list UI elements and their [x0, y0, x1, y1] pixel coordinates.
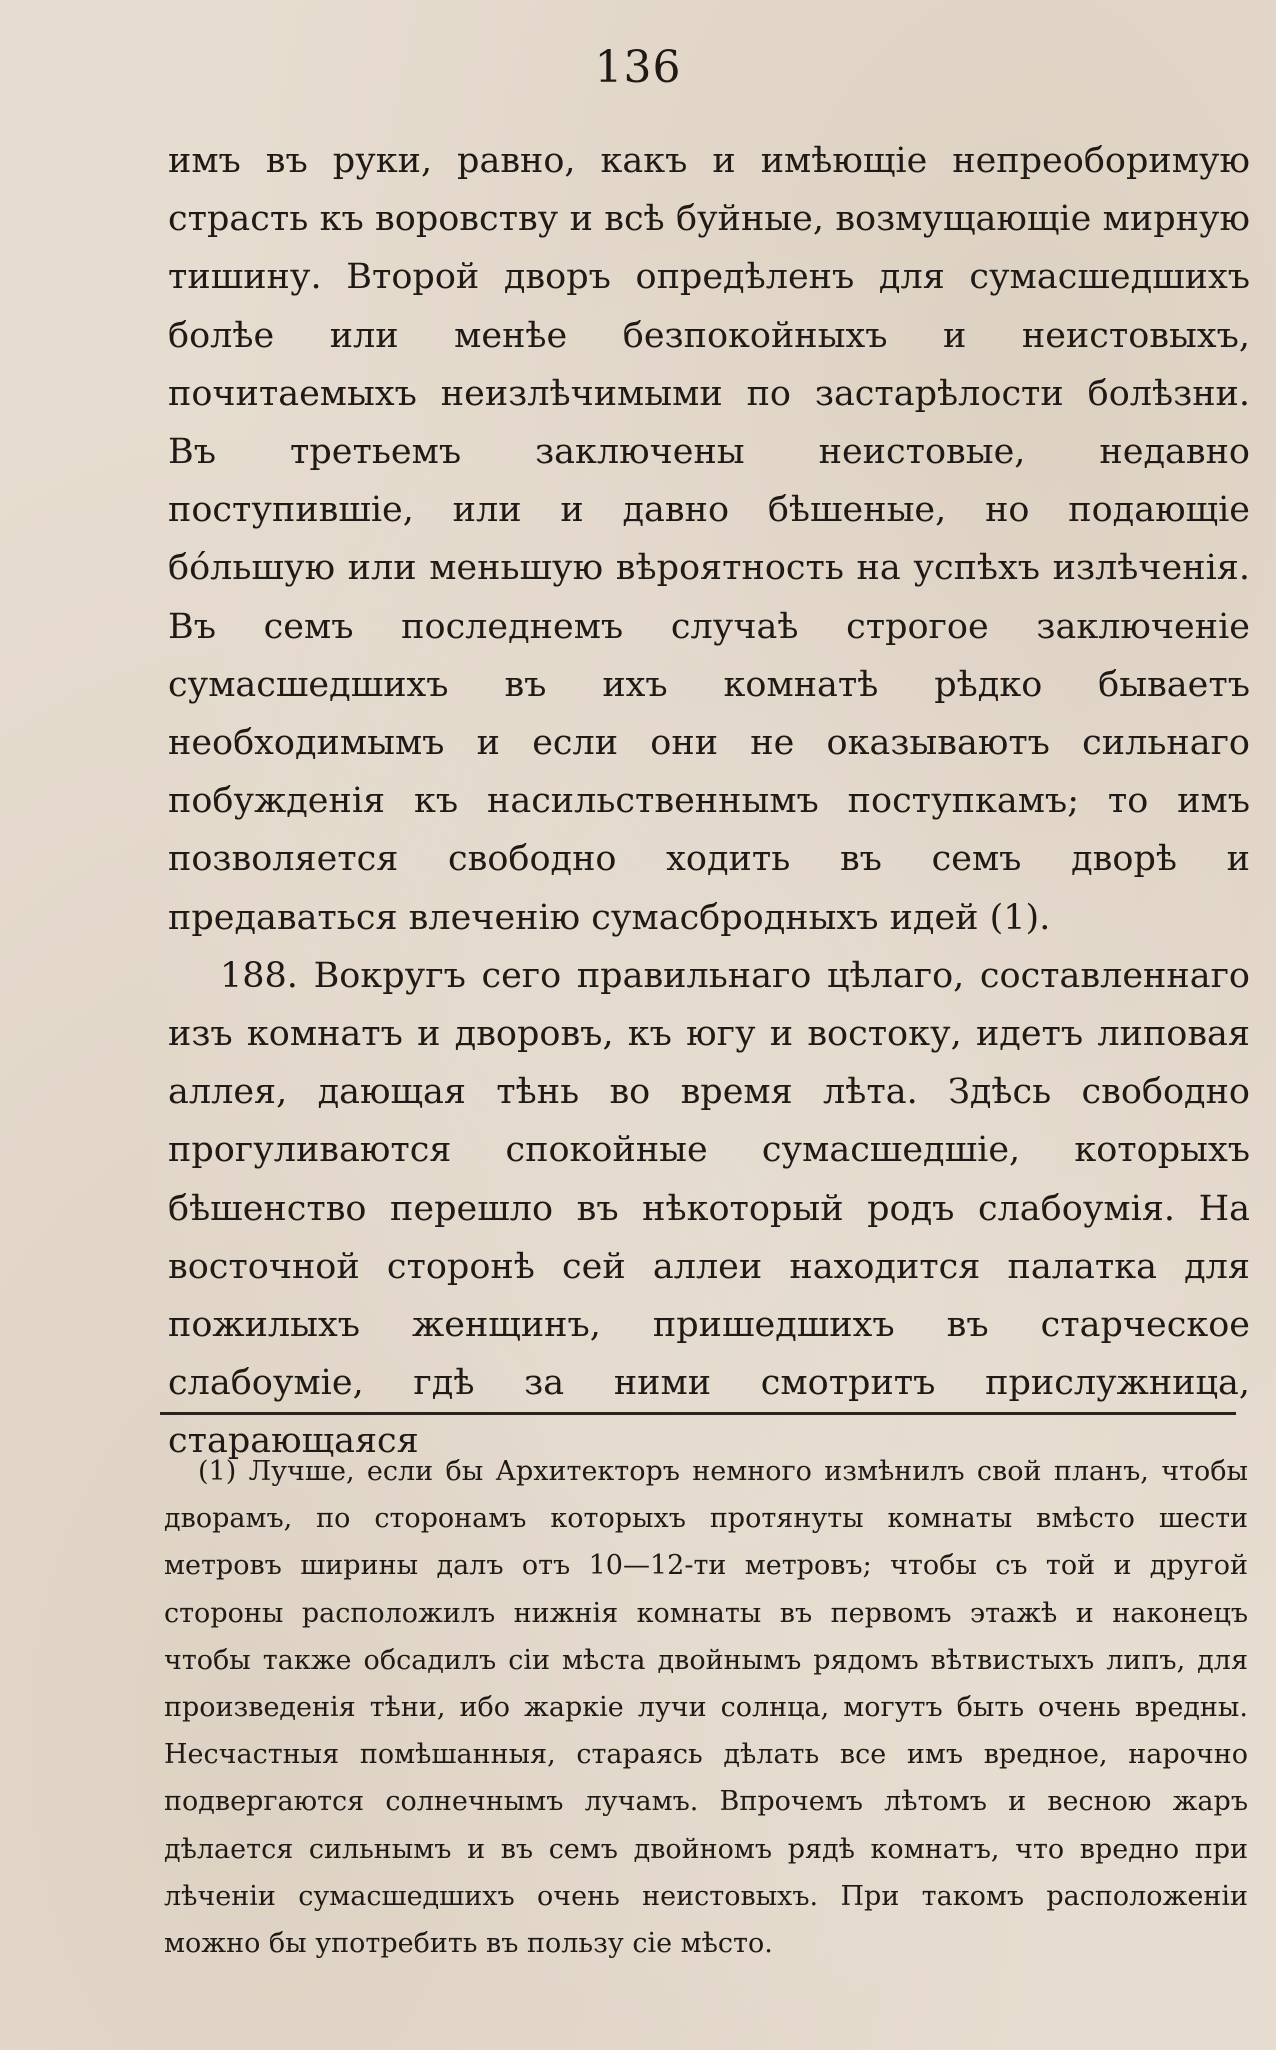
- page-number: 136: [594, 42, 682, 93]
- footnote: [164, 1448, 1248, 1967]
- paragraph: 188. Вокругъ сего правильнаго цѣлаго, составленнаго изъ комнатъ и дворовъ, къ югу и востоку, идетъ липовая аллея, дающая тѣнь во время лѣта. Здѣсь свободно прогуливаются спокойные сумасшедшіе, которыхъ бѣшенство перешло въ нѣкоторый родъ слабоумія. На восточной сторонѣ сей аллеи находится палатка для пожилыхъ женщинъ, пришедшихъ въ старческое слабоуміе, гдѣ за ними смотритъ прислужница, старающаяся: [168, 955, 1250, 1462]
- footnote-divider: [160, 1412, 1236, 1415]
- footnote-text: (1) Лучше, если бы Архитекторъ немного измѣнилъ свой планъ, чтобы дворамъ, по сторонамъ которыхъ протянуты комнаты вмѣсто шести метровъ ширины далъ отъ 10—12-ти метровъ; чтобы съ той и другой стороны расположилъ нижнія комнаты въ первомъ этажѣ и наконецъ чтобы также обсадилъ сіи мѣста двойнымъ рядомъ вѣтвистыхъ липъ, для произведенія тѣни, ибо жаркіе лучи солнца, могутъ быть очень вредны. Несчастныя помѣшанныя, стараясь дѣлать все имъ вредное, нарочно подвергаются солнечнымъ лучамъ. Впрочемъ лѣтомъ и весною жаръ дѣлается сильнымъ и въ семъ двойномъ рядѣ комнатъ, что вредно при лѣченіи сумасшедшихъ очень неистовыхъ. При такомъ расположеніи можно бы употребить въ пользу сіе мѣсто.: [164, 1456, 1248, 1960]
- main-text: [168, 132, 1250, 1471]
- paragraph: имъ въ руки, равно, какъ и имѣющіе непреоборимую страсть къ воровству и всѣ буйные, возмущающіе мирную тишину. Второй дворъ опредѣленъ для сумасшедшихъ болѣе или менѣе безпокойныхъ и неистовыхъ, почитаемыхъ неизлѣчимыми по застарѣлости болѣзни. Въ третьемъ заключены неистовые, недавно поступившіе, или и давно бѣшеные, но подающіе бо́льшую или меньшую вѣроятность на успѣхъ излѣченія. Въ семъ последнемъ случаѣ строгое заключеніе сумасшедшихъ въ ихъ комнатѣ рѣдко бываетъ необходимымъ и если они не оказываютъ сильнаго побужденія къ насильственнымъ поступкамъ; то имъ позволяется свободно ходить въ семъ дворѣ и предаваться влеченію сумасбродныхъ идей (1).: [168, 141, 1250, 938]
